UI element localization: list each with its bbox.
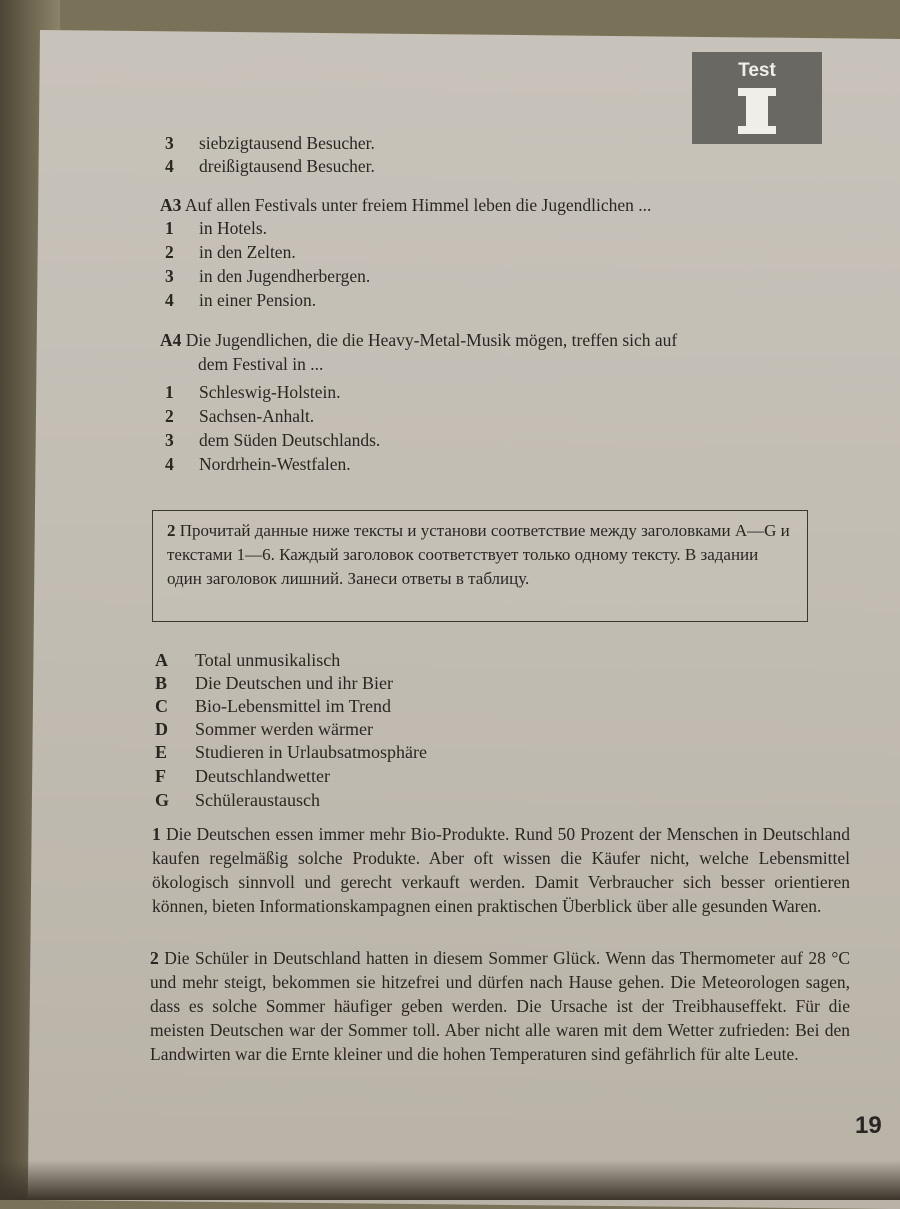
option-line: [165, 382, 340, 403]
option-text: Sachsen-Anhalt.: [199, 406, 315, 426]
heading-item: [155, 650, 340, 671]
paragraph-body: Die Schüler in Deutschland hatten in diesem Sommer Glück. Wenn das Thermometer auf 28 °C und mehr steigt, bekommen sie hitzefrei und dürfen nach Hause gehen. Die Meteorologen sagen, dass es solche Sommer häufiger geben werden. Die Ursache ist der Treibhauseffekt. Für die meisten Deutschen war der Sommer toll. Aber nicht alle waren mit dem Wetter zufrieden: Bei den Landwirten war die Ernte kleiner und die hohen Temperaturen sind gefährlich für alte Leute.: [150, 948, 850, 1064]
heading-letter: C: [155, 696, 168, 716]
heading-letter: D: [155, 719, 168, 739]
option-number: 4: [165, 156, 174, 176]
task-instruction: [167, 519, 797, 591]
option-number: 3: [165, 430, 174, 450]
option-text: in einer Pension.: [199, 290, 317, 310]
text-paragraph-1: [152, 822, 850, 918]
option-line: [165, 406, 314, 427]
heading-item: [155, 696, 391, 717]
paragraph-number: 2: [150, 948, 159, 968]
option-text: dem Süden Deutschlands.: [199, 430, 381, 450]
question-label: A3: [160, 195, 182, 215]
option-text: in den Zelten.: [199, 242, 296, 262]
option-number: 4: [165, 290, 174, 310]
option-number: 2: [165, 242, 174, 262]
option-line: [165, 242, 296, 263]
heading-item: [155, 742, 427, 763]
heading-text: Bio-Lebensmittel im Trend: [195, 696, 391, 716]
task-instruction-box: [152, 510, 808, 622]
option-line: [165, 133, 375, 154]
heading-item: [155, 790, 320, 811]
option-number: 3: [165, 133, 174, 153]
page-number: 19: [855, 1112, 882, 1139]
task-number: 2: [167, 521, 176, 540]
heading-letter: G: [155, 790, 170, 810]
task-instruction-text: Прочитай данные ниже тексты и установи соответствие между заголовками A—G и текстами 1—6. Каждый заголовок соответствует только одному тексту. В задании один заголовок лишний. Занеси ответы в таблицу.: [167, 521, 790, 588]
heading-item: [155, 719, 373, 740]
question-text: Auf allen Festivals unter freiem Himmel leben die Jugendlichen ...: [184, 195, 652, 215]
heading-letter: B: [155, 673, 168, 693]
option-line: [165, 454, 351, 475]
option-text: dreißigtausend Besucher.: [199, 156, 375, 176]
paragraph-number: 1: [152, 824, 161, 844]
question-text: Die Jugendlichen, die die Heavy-Metal-Musik mögen, treffen sich auf: [185, 330, 678, 350]
option-text: Schleswig-Holstein.: [199, 382, 341, 402]
option-number: 3: [165, 266, 174, 286]
heading-item: [155, 673, 393, 694]
text-paragraph-2: [150, 946, 850, 1066]
test-tab: [692, 52, 822, 144]
page-bottom-shadow: [0, 1160, 900, 1200]
test-tab-numeral-icon: [746, 88, 768, 134]
option-line: [165, 266, 370, 287]
question-a3: [160, 195, 651, 216]
heading-letter: F: [155, 766, 166, 786]
question-label: A4: [160, 330, 182, 350]
option-line: [165, 290, 316, 311]
option-number: 2: [165, 406, 174, 426]
option-number: 1: [165, 218, 174, 238]
option-text: in den Jugendherbergen.: [199, 266, 371, 286]
paragraph-body: Die Deutschen essen immer mehr Bio-Produkte. Rund 50 Prozent der Menschen in Deutschland kaufen regelmäßig solche Produkte. Aber oft wissen die Käufer nicht, welche Lebensmittel ökologisch sinnvoll und gerecht verkauft werden. Damit Verbraucher sich besser orientieren können, bieten Informationskampagnen einen praktischen Überblick über alle gesunden Waren.: [152, 824, 851, 916]
question-a4: [160, 330, 677, 351]
option-number: 1: [165, 382, 174, 402]
heading-text: Schüleraustausch: [195, 790, 320, 810]
option-text: in Hotels.: [199, 218, 268, 238]
heading-letter: A: [155, 650, 168, 670]
heading-item: [155, 766, 330, 787]
question-text-continued: dem Festival in ...: [198, 354, 324, 374]
option-line: [165, 218, 267, 239]
option-text: siebzigtausend Besucher.: [199, 133, 375, 153]
option-number: 4: [165, 454, 174, 474]
heading-text: Sommer werden wärmer: [195, 719, 373, 739]
test-tab-label: Test: [738, 60, 776, 81]
heading-text: Deutschlandwetter: [195, 766, 330, 786]
option-line: [165, 156, 375, 177]
heading-text: Studieren in Urlaubsatmosphäre: [195, 742, 427, 762]
heading-text: Die Deutschen und ihr Bier: [195, 673, 393, 693]
option-line: [165, 430, 380, 451]
heading-letter: E: [155, 742, 168, 762]
option-text: Nordrhein-Westfalen.: [199, 454, 351, 474]
heading-text: Total unmusikalisch: [195, 650, 341, 670]
